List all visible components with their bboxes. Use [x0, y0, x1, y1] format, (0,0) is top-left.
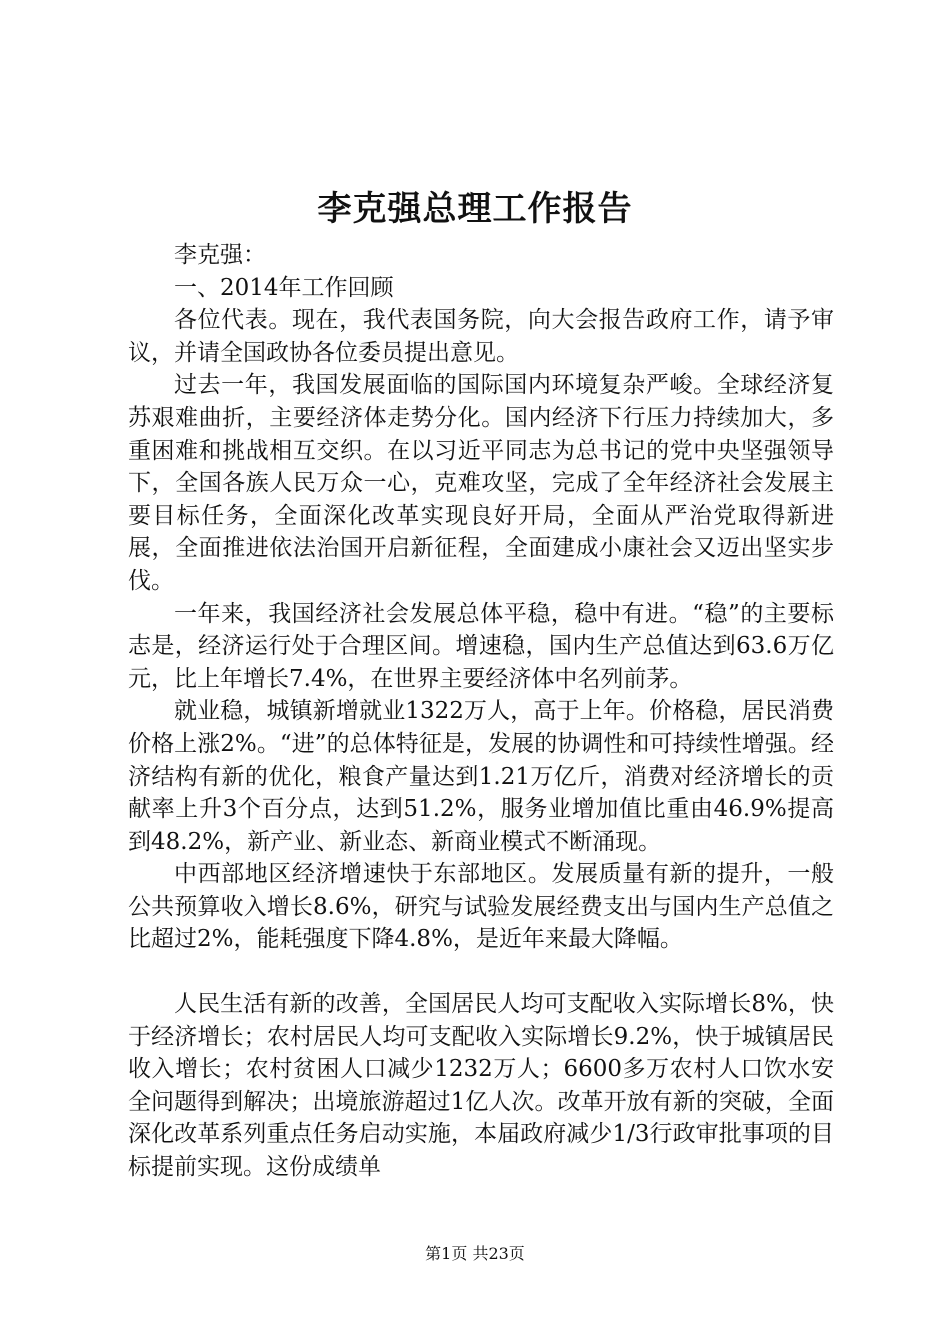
document-body: [128, 239, 834, 1184]
paragraph: 就业稳，城镇新增就业1322万人，高于上年。价格稳，居民消费价格上涨2%。“进”的总体特征是，发展的协调性和可持续性增强。经济结构有新的优化，粮食产量达到1.21万亿斤，消费对经济增长的贡献率上升3个百分点，达到51.2%，服务业增加值比重由46.9%提高到48.2%，新产业、新业态、新商业模式不断涌现。: [128, 698, 834, 855]
paragraph: 一年来，我国经济社会发展总体平稳，稳中有进。“稳”的主要标志是，经济运行处于合理区间。增速稳，国内生产总值达到63.6万亿元，比上年增长7.4%，在世界主要经济体中名列前茅。: [128, 600, 834, 692]
paragraph: 各位代表。现在，我代表国务院，向大会报告政府工作，请予审议，并请全国政协各位委员提出意见。: [128, 307, 834, 366]
paragraph: 过去一年，我国发展面临的国际国内环境复杂严峻。全球经济复苏艰难曲折，主要经济体走势分化。国内经济下行压力持续加大，多重困难和挑战相互交织。在以习近平同志为总书记的党中央坚强领导下，全国各族人民万众一心，克难攻坚，完成了全年经济社会发展主要目标任务，全面深化改革实现良好开局，全面从严治党取得新进展，全面推进依法治国开启新征程，全面建成小康社会又迈出坚实步伐。: [128, 372, 834, 594]
paragraph: 中西部地区经济增速快于东部地区。发展质量有新的提升，一般公共预算收入增长8.6%，研究与试验发展经费支出与国内生产总值之比超过2%，能耗强度下降4.8%，是近年来最大降幅。: [128, 861, 834, 953]
page-number: 第1页 共23页: [425, 1244, 525, 1263]
paragraph-salutation: 李克强：: [174, 242, 266, 268]
paragraph: 人民生活有新的改善，全国居民人均可支配收入实际增长8%，快于经济增长；农村居民人均可支配收入实际增长9.2%，快于城镇居民收入增长；农村贫困人口减少1232万人；6600多万农村人口饮水安全问题得到解决；出境旅游超过1亿人次。改革开放有新的突破，全面深化改革系列重点任务启动实施，本届政府减少1/3行政审批事项的目标提前实现。这份成绩单: [128, 991, 834, 1181]
document-title: 李克强总理工作报告: [317, 189, 633, 229]
paragraph-section-heading: 一、2014年工作回顾: [174, 274, 394, 301]
